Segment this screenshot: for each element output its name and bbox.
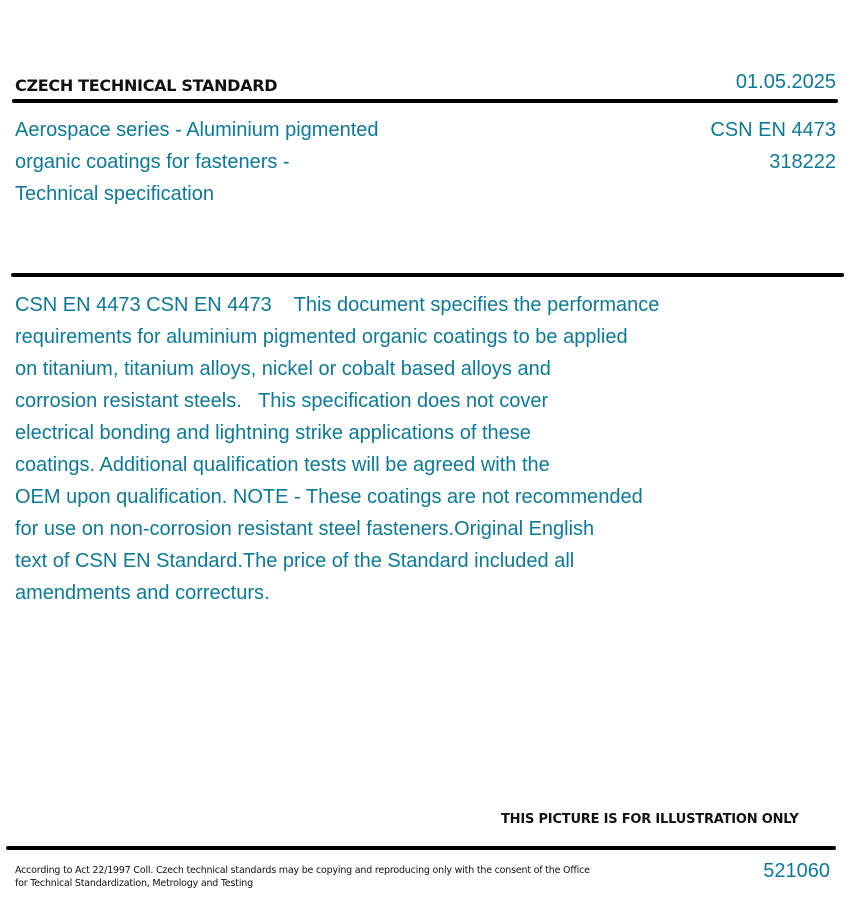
catalog-number: 521060 <box>763 860 830 882</box>
title-line: organic coatings for fasteners - <box>15 151 290 173</box>
class-number: 318222 <box>769 151 836 173</box>
abstract-line: OEM upon qualification. NOTE - These coatings are not recommended <box>15 486 643 508</box>
abstract-line: electrical bonding and lightning strike applications of these <box>15 422 531 444</box>
document-type-heading: CZECH TECHNICAL STANDARD <box>15 76 278 95</box>
illustration-disclaimer: THIS PICTURE IS FOR ILLUSTRATION ONLY <box>501 812 799 827</box>
abstract-line: corrosion resistant steels. This specification does not cover <box>15 390 549 412</box>
abstract-line: coatings. Additional qualification tests will be agreed with the <box>15 454 550 476</box>
abstract-line: on titanium, titanium alloys, nickel or cobalt based alloys and <box>15 358 551 380</box>
abstract-line: amendments and correcturs. <box>15 582 270 604</box>
title-line: Aerospace series - Aluminium pigmented <box>15 119 379 141</box>
abstract-line: for use on non-corrosion resistant steel fasteners.Original English <box>15 518 595 540</box>
standard-code: CSN EN 4473 <box>710 119 836 141</box>
abstract-line: text of CSN EN Standard.The price of the Standard included all <box>15 550 575 572</box>
legal-notice-line: for Technical Standardization, Metrology and Testing <box>15 878 253 889</box>
legal-notice-line: According to Act 22/1997 Coll. Czech technical standards may be copying and reproducing only with the consent of the Office <box>15 865 590 876</box>
title-divider <box>11 273 844 277</box>
publication-date: 01.05.2025 <box>735 71 836 93</box>
abstract-line: requirements for aluminium pigmented organic coatings to be applied <box>15 326 628 348</box>
abstract-line: CSN EN 4473 CSN EN 4473 This document specifies the performance <box>15 294 660 316</box>
legal-notice <box>15 864 590 890</box>
footer-divider <box>6 846 836 850</box>
standard-title <box>15 114 435 210</box>
standard-identifiers <box>710 114 836 178</box>
header-divider <box>12 99 838 103</box>
title-line: Technical specification <box>15 183 214 205</box>
standard-abstract <box>15 289 715 609</box>
